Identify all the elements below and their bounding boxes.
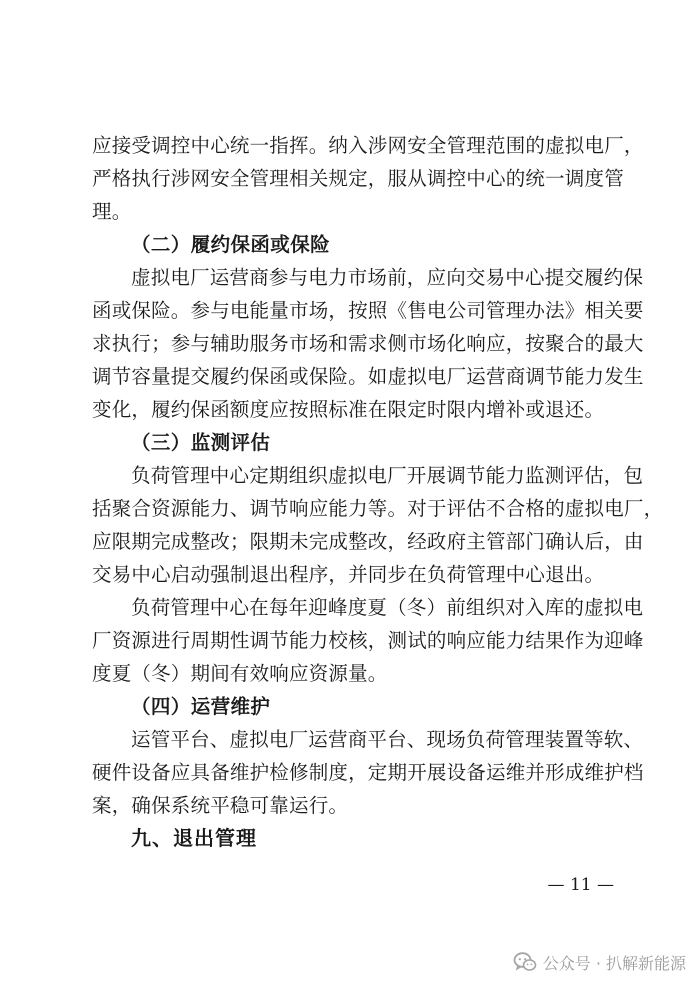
paragraph-line: 负荷管理中心定期组织虚拟电厂开展调节能力监测评估，包: [131, 464, 644, 487]
subheading-monitoring-evaluation: （三）监测评估: [131, 431, 271, 454]
paragraph-line: 函或保险。参与电能量市场，按照《售电公司管理办法》相关要: [92, 299, 644, 322]
watermark-text: 公众号 · 扒解新能源: [542, 953, 686, 973]
wechat-official-account-icon: [513, 951, 537, 973]
paragraph-line: 案，确保系统平稳可靠运行。: [92, 794, 349, 817]
watermark: [513, 948, 686, 976]
paragraph-line: 应接受调控中心统一指挥。纳入涉网安全管理范围的虚拟电厂，: [92, 134, 644, 157]
paragraph-line: 交易中心启动强制退出程序，并同步在负荷管理中心退出。: [92, 563, 605, 586]
paragraph-line: 应限期完成整改；限期未完成整改，经政府主管部门确认后，由: [92, 530, 644, 553]
section-heading-exit-management: 九、退出管理: [131, 826, 257, 850]
paragraph-line: 度夏（冬）期间有效响应资源量。: [92, 662, 388, 685]
paragraph-line: 理。: [92, 200, 132, 223]
paragraph-line: 严格执行涉网安全管理相关规定，服从调控中心的统一调度管: [92, 167, 624, 190]
subheading-performance-guarantee: （二）履约保函或保险: [131, 233, 331, 256]
paragraph-line: 硬件设备应具备维护检修制度，定期开展设备运维并形成维护档: [92, 761, 644, 784]
paragraph-line: 变化，履约保函额度应按照标准在限定时限内增补或退还。: [92, 398, 605, 421]
paragraph-line: 负荷管理中心在每年迎峰度夏（冬）前组织对入库的虚拟电: [131, 596, 644, 619]
paragraph-line: 调节容量提交履约保函或保险。如虚拟电厂运营商调节能力发生: [92, 365, 644, 388]
subheading-operations-maintenance: （四）运营维护: [131, 695, 271, 718]
paragraph-line: 求执行；参与辅助服务市场和需求侧市场化响应，按聚合的最大: [92, 332, 644, 355]
paragraph-line: 运管平台、虚拟电厂运营商平台、现场负荷管理装置等软、: [131, 728, 644, 751]
page-number: — 11 —: [547, 875, 614, 895]
paragraph-line: 虚拟电厂运营商参与电力市场前，应向交易中心提交履约保: [131, 266, 644, 289]
paragraph-line: 厂资源进行周期性调节能力校核，测试的响应能力结果作为迎峰: [92, 629, 644, 652]
paragraph-line: 括聚合资源能力、调节响应能力等。对于评估不合格的虚拟电厂，: [92, 497, 664, 520]
